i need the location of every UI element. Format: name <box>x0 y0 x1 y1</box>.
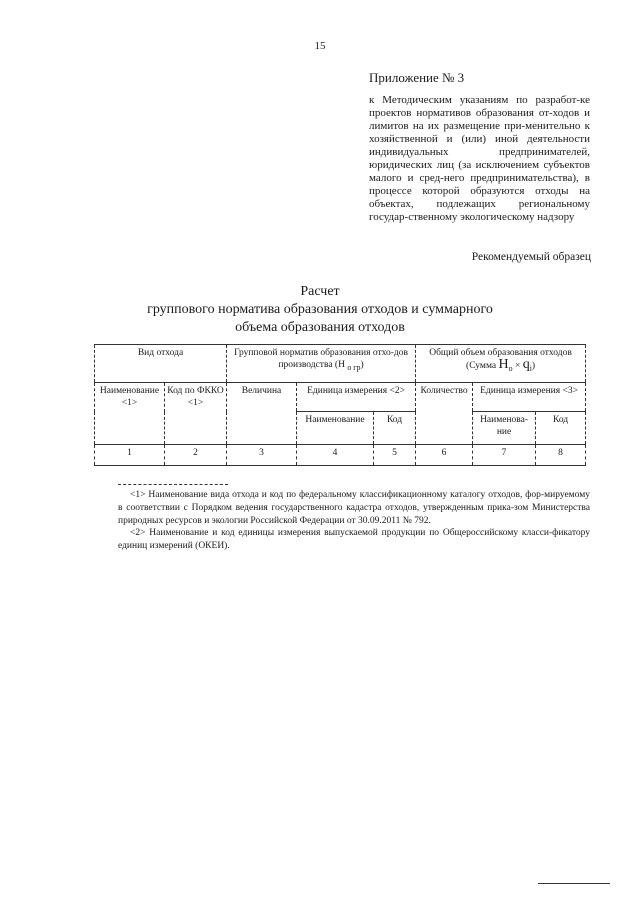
column-number: 5 <box>374 445 416 466</box>
subheader-name: Наименование <box>297 412 374 445</box>
header-quantity: Количество <box>416 383 473 445</box>
column-number: 3 <box>227 445 297 466</box>
calculation-table <box>94 344 586 466</box>
formula-i: i <box>529 363 532 373</box>
footnote-divider <box>118 484 228 485</box>
header-group-norm: Групповой норматив образования отхо-дов производства (Н $_{о гр}$) <box>227 345 416 383</box>
header-unit-2: Единица измерения <2> <box>297 383 416 412</box>
header-name: Наименование <1> <box>95 383 165 445</box>
title-line-3: объема образования отходов <box>235 320 405 335</box>
formula-times: × <box>514 361 521 371</box>
appendix-text: к Методическим указаниям по разработ-ке проектов нормативов образования от-ходов и лимитов на их размещение при-менительно к хозяйственной и (или) иной деятельности индивидуальных предпринимателей, юридических лиц (за исключением субъектов малого и сред-него предпринимательства), в процессе которой образуются отходы на объектах, подлежащих региональному государ-ственному экологическому надзору <box>369 94 590 223</box>
header-total-volume <box>416 345 586 383</box>
total-volume-label: Общий объем образования отходов <box>429 348 572 358</box>
column-number: 7 <box>473 445 536 466</box>
formula-prefix: (Сумма <box>466 361 497 371</box>
column-number: 2 <box>165 445 227 466</box>
appendix-title: Приложение № 3 <box>369 70 465 85</box>
footnote-2: <2> Наименование и код единицы измерения выпускаемой продукции по Общероссийскому класси-фикатору единиц измерений (ОКЕИ). <box>118 528 590 551</box>
footnote-1: <1> Наименование вида отхода и код по федеральному классификационному каталогу отходов, фор-мируемому в соответствии с Порядком ведения государственного кадастра отходов, утвержденным прика-зом Министерства природных ресурсов и экологии Российской Федерации от 30.09.2011 № 792. <box>118 490 590 526</box>
header-unit-3: Единица измерения <3> <box>473 383 586 412</box>
total-volume-formula: (Сумма $Н_о \times q_i$) <box>466 357 536 373</box>
sample-label: Рекомендуемый образец <box>471 251 591 263</box>
page-number: 15 <box>314 40 326 52</box>
group-norm-subscript: о гр <box>347 362 361 372</box>
title-line-2: группового норматива образования отходов и суммарного <box>147 302 493 317</box>
subheader-name-2: Наименова-ние <box>473 412 536 445</box>
subheader-code-2: Код <box>536 412 586 445</box>
formula-q: q <box>522 357 530 372</box>
column-number: 8 <box>536 445 586 466</box>
group-norm-label: Групповой норматив образования отхо-дов производства (Н <box>234 348 408 370</box>
subheader-code: Код <box>374 412 416 445</box>
formula-h: Н <box>498 357 509 372</box>
bottom-rule <box>538 883 610 884</box>
document-title <box>0 283 640 337</box>
formula-o: о <box>508 363 513 373</box>
header-value: Величина <box>227 383 297 445</box>
header-waste-type: Вид отхода <box>95 345 227 383</box>
header-code: Код по ФККО <1> <box>165 383 227 445</box>
column-number: 4 <box>297 445 374 466</box>
column-number: 6 <box>416 445 473 466</box>
title-line-1: Расчет <box>300 284 340 299</box>
column-number: 1 <box>95 445 165 466</box>
